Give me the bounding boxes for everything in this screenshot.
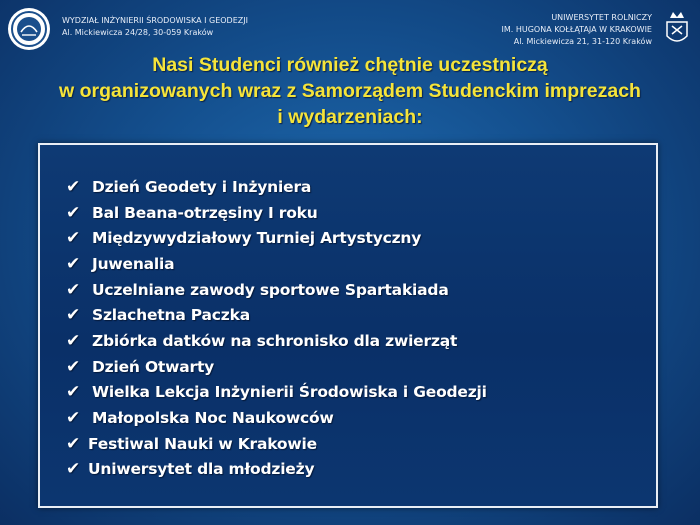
event-label: Międzywydziałowy Turniej Artystyczny <box>92 229 422 248</box>
list-item <box>66 380 487 406</box>
event-label: Festiwal Nauki w Krakowie <box>88 434 317 453</box>
event-label: Zbiórka datków na schronisko dla zwierząt <box>92 331 458 350</box>
event-label: Juwenalia <box>92 254 175 273</box>
checkmark-icon: ✔ <box>66 433 81 454</box>
list-item <box>66 328 487 354</box>
list-item <box>66 457 487 483</box>
event-label: Wielka Lekcja Inżynierii Środowiska i Geodezji <box>92 383 487 402</box>
list-item <box>66 225 487 251</box>
list-item <box>66 431 487 457</box>
faculty-info <box>62 15 248 39</box>
title-line-1: Nasi Studenci również chętnie uczestniczą <box>152 54 548 76</box>
university-name-line1: UNIWERSYTET ROLNICZY <box>551 13 652 22</box>
list-item <box>66 251 487 277</box>
list-item <box>66 302 487 328</box>
checkmark-icon: ✔ <box>66 253 81 274</box>
university-name-line2: IM. HUGONA KOŁŁĄTAJA W KRAKOWIE <box>501 25 652 34</box>
checkmark-icon: ✔ <box>66 228 81 249</box>
event-label: Uczelniane zawody sportowe Spartakiada <box>92 280 449 299</box>
faculty-logo-icon <box>8 8 50 50</box>
title-line-2: w organizowanych wraz z Samorządem Studenckim imprezach <box>59 80 641 102</box>
faculty-address: Al. Mickiewicza 24/28, 30-059 Kraków <box>62 28 214 37</box>
event-label: Dzień Geodety i Inżyniera <box>92 177 312 196</box>
university-crest-icon <box>664 8 690 48</box>
event-label: Uniwersytet dla młodzieży <box>88 460 315 479</box>
event-label: Dzień Otwarty <box>92 357 215 376</box>
checkmark-icon: ✔ <box>66 408 81 429</box>
faculty-name: WYDZIAŁ INŻYNIERII ŚRODOWISKA I GEODEZJI <box>62 16 248 25</box>
university-address: Al. Mickiewicza 21, 31-120 Kraków <box>513 37 652 46</box>
checkmark-icon: ✔ <box>66 202 81 223</box>
page-title <box>0 52 700 130</box>
title-line-3: i wydarzeniach: <box>277 106 423 128</box>
checkmark-icon: ✔ <box>66 176 81 197</box>
list-item <box>66 174 487 200</box>
list-item <box>66 405 487 431</box>
university-info <box>502 12 652 48</box>
list-item <box>66 277 487 303</box>
event-label: Szlachetna Paczka <box>92 306 250 325</box>
event-label: Małopolska Noc Naukowców <box>92 409 334 428</box>
checkmark-icon: ✔ <box>66 459 81 480</box>
header <box>0 0 700 54</box>
checkmark-icon: ✔ <box>66 330 81 351</box>
checkmark-icon: ✔ <box>66 279 81 300</box>
list-item <box>66 200 487 226</box>
checkmark-icon: ✔ <box>66 382 81 403</box>
checkmark-icon: ✔ <box>66 305 81 326</box>
checkmark-icon: ✔ <box>66 356 81 377</box>
list-item <box>66 354 487 380</box>
event-label: Bal Beana-otrzęsiny I roku <box>92 203 318 222</box>
events-list <box>66 174 487 482</box>
